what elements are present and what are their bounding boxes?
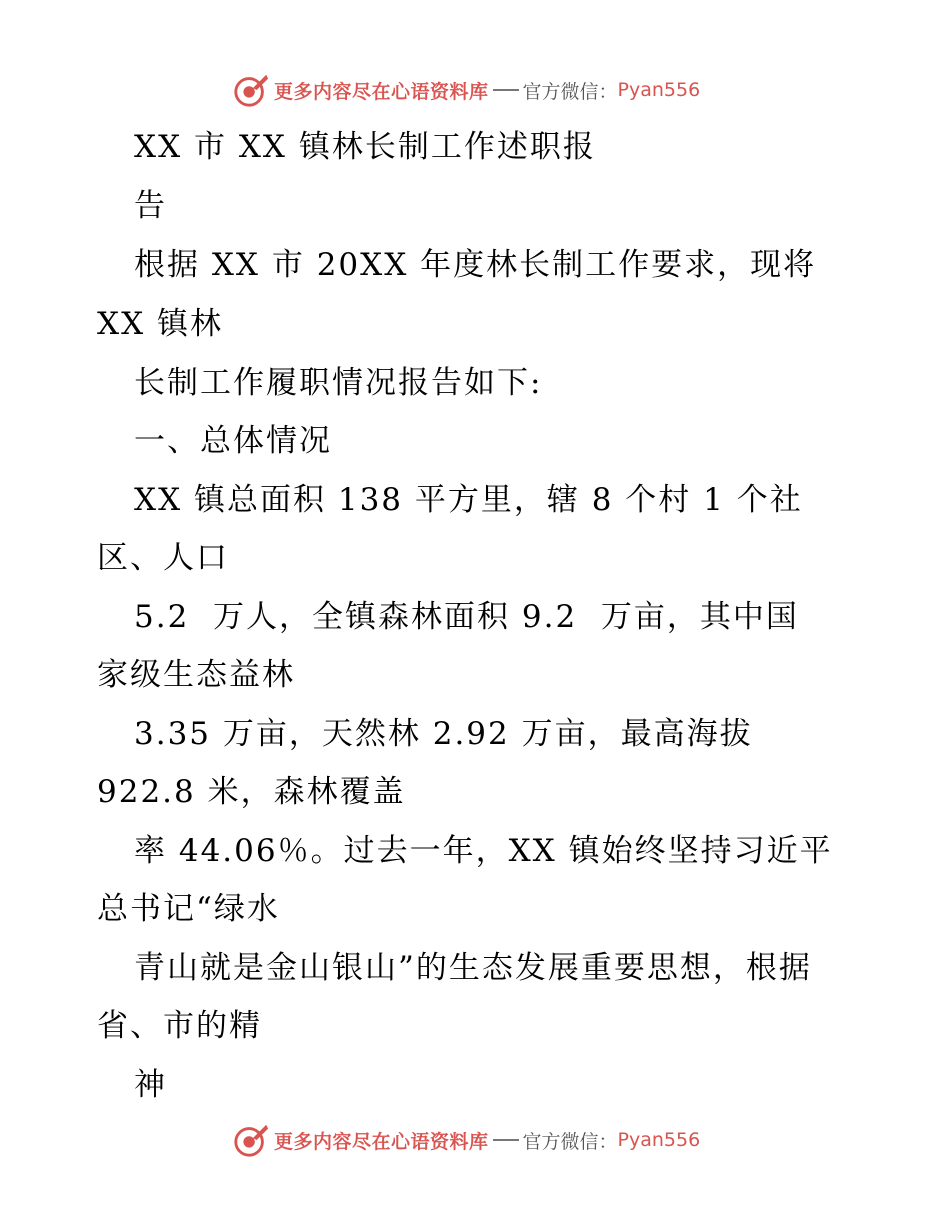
text-line: 省、市的精 bbox=[97, 1008, 262, 1044]
watermark-sub: 官方微信： bbox=[522, 1130, 618, 1153]
section-heading: 一、总体情况 bbox=[134, 423, 332, 459]
header-watermark bbox=[232, 70, 700, 110]
watermark-id: Pyan556 bbox=[617, 79, 701, 101]
brand-logo-icon bbox=[232, 1121, 270, 1159]
title-line-2: 告 bbox=[134, 188, 167, 224]
text-line: 区、人口 bbox=[97, 540, 229, 576]
text-line: 家级生态益林 bbox=[97, 657, 295, 693]
watermark-brand: 更多内容尽在心语资料库 bbox=[274, 1130, 489, 1153]
text-line: 总书记“绿水 bbox=[97, 891, 280, 927]
watermark-id: Pyan556 bbox=[617, 1129, 701, 1151]
footer-watermark bbox=[232, 1120, 700, 1160]
text-line: 3.35 万亩，天然林 2.92 万亩，最高海拔 bbox=[134, 716, 753, 752]
watermark-brand: 更多内容尽在心语资料库 bbox=[274, 80, 489, 103]
watermark-dash bbox=[493, 89, 519, 91]
text-line: 率 44.06％。过去一年，XX 镇始终坚持习近平 bbox=[134, 833, 833, 869]
text-line: 青山就是金山银山”的生态发展重要思想，根据 bbox=[134, 950, 812, 986]
title-line-1: XX 市 XX 镇林长制工作述职报 bbox=[134, 129, 596, 165]
watermark-sub: 官方微信： bbox=[522, 80, 618, 103]
text-line: XX 镇林 bbox=[97, 306, 223, 342]
text-line: 神 bbox=[134, 1067, 167, 1103]
text-line: 5.2 万人，全镇森林面积 9.2 万亩，其中国 bbox=[134, 599, 799, 635]
brand-logo-icon bbox=[232, 71, 270, 109]
text-line: 根据 XX 市 20XX 年度林长制工作要求，现将 bbox=[134, 247, 817, 283]
text-line: 922.8 米，森林覆盖 bbox=[97, 774, 406, 810]
text-line: 长制工作履职情况报告如下: bbox=[134, 365, 543, 401]
watermark-dash bbox=[493, 1139, 519, 1141]
text-line: XX 镇总面积 138 平方里，辖 8 个村 1 个社 bbox=[134, 482, 803, 518]
